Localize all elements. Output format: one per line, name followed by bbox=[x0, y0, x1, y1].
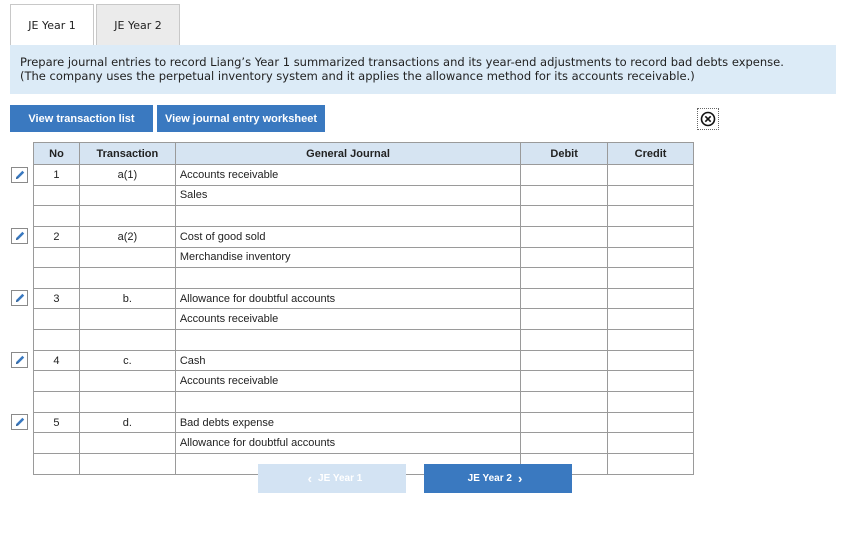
cell-credit[interactable] bbox=[608, 412, 694, 433]
table-row bbox=[34, 288, 694, 309]
next-button-label: JE Year 2 bbox=[467, 473, 512, 484]
cell-transaction[interactable] bbox=[79, 268, 175, 289]
cell-debit[interactable] bbox=[521, 206, 608, 227]
cell-debit[interactable] bbox=[521, 288, 608, 309]
cell-no[interactable] bbox=[34, 371, 80, 392]
header-debit: Debit bbox=[521, 143, 608, 165]
header-general-journal: General Journal bbox=[175, 143, 520, 165]
cell-credit[interactable] bbox=[608, 288, 694, 309]
table-header-row bbox=[34, 143, 694, 165]
cell-transaction[interactable]: d. bbox=[79, 412, 175, 433]
cell-credit[interactable] bbox=[608, 206, 694, 227]
cell-account[interactable]: Allowance for doubtful accounts bbox=[175, 288, 520, 309]
table-row bbox=[34, 433, 694, 454]
table-row bbox=[34, 392, 694, 413]
cell-transaction[interactable]: a(2) bbox=[79, 226, 175, 247]
cell-no[interactable] bbox=[34, 453, 80, 474]
cell-credit[interactable] bbox=[608, 371, 694, 392]
cell-no[interactable] bbox=[34, 268, 80, 289]
cell-debit[interactable] bbox=[521, 371, 608, 392]
prev-je-year-1-button[interactable] bbox=[258, 464, 406, 493]
edit-entry-button[interactable] bbox=[11, 414, 28, 430]
edit-entry-button[interactable] bbox=[11, 290, 28, 306]
table-row bbox=[34, 206, 694, 227]
header-transaction: Transaction bbox=[79, 143, 175, 165]
table-row bbox=[34, 247, 694, 268]
cell-no[interactable] bbox=[34, 433, 80, 454]
cell-account[interactable]: Cost of good sold bbox=[175, 226, 520, 247]
chevron-left-icon: ‹ bbox=[307, 471, 313, 486]
cell-no[interactable]: 5 bbox=[34, 412, 80, 433]
cell-account[interactable]: Sales bbox=[175, 185, 520, 206]
cell-debit[interactable] bbox=[521, 165, 608, 186]
cell-no[interactable] bbox=[34, 392, 80, 413]
pencil-icon bbox=[14, 416, 26, 428]
prev-button-label: JE Year 1 bbox=[318, 473, 363, 484]
cell-transaction[interactable]: a(1) bbox=[79, 165, 175, 186]
instructions-line-2: (The company uses the perpetual inventory system and it applies the allowance method for its accounts receivable.) bbox=[20, 69, 695, 83]
cell-credit[interactable] bbox=[608, 247, 694, 268]
cell-account[interactable]: Merchandise inventory bbox=[175, 247, 520, 268]
cell-credit[interactable] bbox=[608, 309, 694, 330]
cell-account[interactable]: Accounts receivable bbox=[175, 371, 520, 392]
pencil-icon bbox=[14, 230, 26, 242]
cell-account[interactable] bbox=[175, 268, 520, 289]
cell-credit[interactable] bbox=[608, 350, 694, 371]
cell-debit[interactable] bbox=[521, 350, 608, 371]
cell-account[interactable] bbox=[175, 330, 520, 351]
pencil-icon bbox=[14, 169, 26, 181]
view-journal-entry-worksheet-button[interactable]: View journal entry worksheet bbox=[157, 105, 325, 132]
table-row bbox=[34, 268, 694, 289]
table-row bbox=[34, 165, 694, 186]
cell-account[interactable]: Accounts receivable bbox=[175, 165, 520, 186]
cell-transaction[interactable]: b. bbox=[79, 288, 175, 309]
table-row bbox=[34, 309, 694, 330]
cell-debit[interactable] bbox=[521, 330, 608, 351]
table-row bbox=[34, 371, 694, 392]
close-button[interactable] bbox=[697, 108, 719, 130]
cell-no[interactable] bbox=[34, 247, 80, 268]
cell-debit[interactable] bbox=[521, 433, 608, 454]
cell-account[interactable]: Accounts receivable bbox=[175, 309, 520, 330]
view-transaction-list-button[interactable]: View transaction list bbox=[10, 105, 153, 132]
cell-credit[interactable] bbox=[608, 453, 694, 474]
cell-no[interactable] bbox=[34, 185, 80, 206]
cell-transaction[interactable] bbox=[79, 309, 175, 330]
cell-transaction[interactable] bbox=[79, 371, 175, 392]
cell-debit[interactable] bbox=[521, 392, 608, 413]
instructions-line-1: Prepare journal entries to record Liang’s Year 1 summarized transactions and its year-end adjustments to record bad debts expense. bbox=[20, 55, 784, 69]
pencil-icon bbox=[14, 354, 26, 366]
next-je-year-2-button[interactable] bbox=[424, 464, 572, 493]
cell-debit[interactable] bbox=[521, 412, 608, 433]
cell-credit[interactable] bbox=[608, 165, 694, 186]
cell-debit[interactable] bbox=[521, 185, 608, 206]
cell-account[interactable]: Allowance for doubtful accounts bbox=[175, 433, 520, 454]
cell-transaction[interactable] bbox=[79, 433, 175, 454]
edit-entry-button[interactable] bbox=[11, 352, 28, 368]
tab-je-year-2[interactable]: JE Year 2 bbox=[96, 4, 180, 46]
cell-no[interactable]: 3 bbox=[34, 288, 80, 309]
chevron-right-icon: › bbox=[517, 471, 523, 486]
table-row bbox=[34, 185, 694, 206]
cell-account[interactable] bbox=[175, 392, 520, 413]
cell-account[interactable]: Cash bbox=[175, 350, 520, 371]
cell-transaction[interactable] bbox=[79, 392, 175, 413]
table-row bbox=[34, 226, 694, 247]
pencil-icon bbox=[14, 292, 26, 304]
cell-credit[interactable] bbox=[608, 433, 694, 454]
table-row bbox=[34, 330, 694, 351]
cell-credit[interactable] bbox=[608, 392, 694, 413]
instructions-panel bbox=[10, 45, 836, 94]
cell-transaction[interactable] bbox=[79, 247, 175, 268]
header-credit: Credit bbox=[608, 143, 694, 165]
cell-account[interactable] bbox=[175, 206, 520, 227]
edit-entry-button[interactable] bbox=[11, 167, 28, 183]
cell-transaction[interactable] bbox=[79, 185, 175, 206]
tab-je-year-1[interactable]: JE Year 1 bbox=[10, 4, 94, 46]
cell-no[interactable] bbox=[34, 330, 80, 351]
close-circle-icon bbox=[700, 111, 716, 127]
edit-entry-button[interactable] bbox=[11, 228, 28, 244]
cell-debit[interactable] bbox=[521, 226, 608, 247]
cell-transaction[interactable]: c. bbox=[79, 350, 175, 371]
cell-no[interactable]: 4 bbox=[34, 350, 80, 371]
cell-no[interactable]: 2 bbox=[34, 226, 80, 247]
cell-credit[interactable] bbox=[608, 185, 694, 206]
cell-credit[interactable] bbox=[608, 268, 694, 289]
cell-transaction[interactable] bbox=[79, 330, 175, 351]
cell-transaction[interactable] bbox=[79, 206, 175, 227]
cell-transaction[interactable] bbox=[79, 453, 175, 474]
cell-no[interactable] bbox=[34, 309, 80, 330]
cell-account[interactable]: Bad debts expense bbox=[175, 412, 520, 433]
table-row bbox=[34, 350, 694, 371]
cell-debit[interactable] bbox=[521, 247, 608, 268]
cell-credit[interactable] bbox=[608, 226, 694, 247]
cell-debit[interactable] bbox=[521, 268, 608, 289]
cell-no[interactable] bbox=[34, 206, 80, 227]
journal-entry-table bbox=[33, 142, 694, 475]
cell-debit[interactable] bbox=[521, 309, 608, 330]
header-no: No bbox=[34, 143, 80, 165]
cell-credit[interactable] bbox=[608, 330, 694, 351]
table-row bbox=[34, 412, 694, 433]
cell-no[interactable]: 1 bbox=[34, 165, 80, 186]
